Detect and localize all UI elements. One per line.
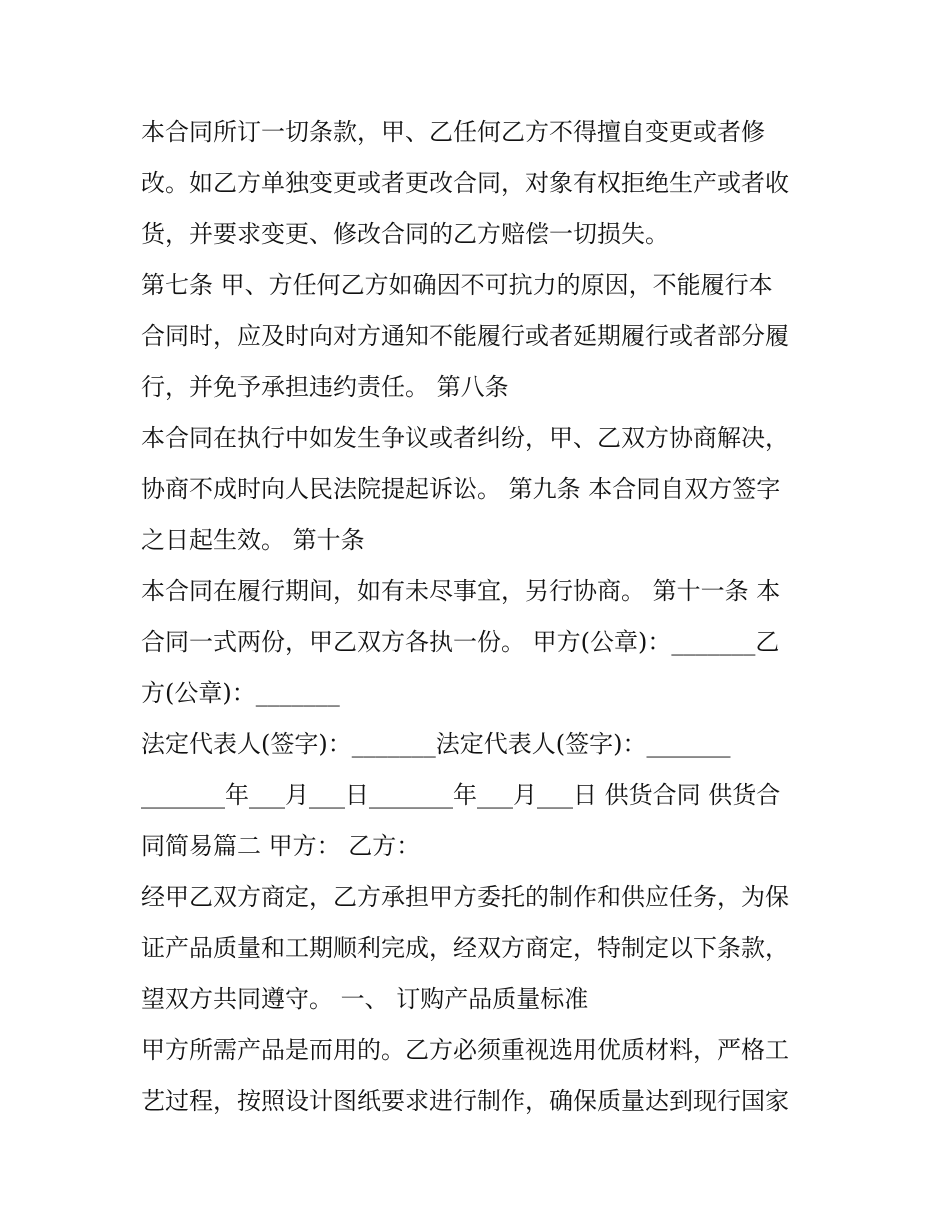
text-line: 证产品质量和工期顺利完成，经双方商定，特制定以下条款， [141, 934, 789, 962]
text-line: 艺过程，按照设计图纸要求进行制作，确保质量达到现行国家 [141, 1087, 789, 1115]
text-line: 望双方共同遵守。 一、 订购产品质量标准 [141, 985, 589, 1013]
text-line: 行，并免予承担违约责任。 第八条 [141, 373, 509, 401]
text-line: 货，并要求变更、修改合同的乙方赔偿一切损失。 [141, 220, 669, 248]
text-line: 之日起生效。 第十条 [141, 526, 365, 554]
text-line: 同简易篇二 甲方： 乙方： [141, 832, 421, 860]
text-line: 改。如乙方单独变更或者更改合同，对象有权拒绝生产或者收 [141, 169, 789, 197]
text-line: _______年___月___日_______年___月___日 供货合同 供货合 [141, 781, 781, 809]
text-line: 合同一式两份，甲乙双方各执一份。 甲方(公章)：_______乙 [141, 628, 780, 656]
text-line: 法定代表人(签字)：_______法定代表人(签字)：_______ [141, 730, 731, 758]
text-line: 协商不成时向人民法院提起诉讼。 第九条 本合同自双方签字 [141, 475, 781, 503]
text-line: 第七条 甲、方任何乙方如确因不可抗力的原因，不能履行本 [141, 271, 773, 299]
text-line: 本合同所订一切条款，甲、乙任何乙方不得擅自变更或者修 [141, 118, 765, 146]
document-body [141, 107, 821, 1127]
text-line: 方(公章)：_______ [141, 679, 340, 707]
text-line: 本合同在执行中如发生争议或者纠纷，甲、乙双方协商解决， [141, 424, 789, 452]
text-line: 经甲乙双方商定，乙方承担甲方委托的制作和供应任务，为保 [141, 883, 789, 911]
text-line: 本合同在履行期间，如有未尽事宜，另行协商。 第十一条 本 [141, 577, 781, 605]
text-line: 合同时，应及时向对方通知不能履行或者延期履行或者部分履 [141, 322, 789, 350]
text-line: 甲方所需产品是而用的。乙方必须重视选用优质材料，严格工 [141, 1036, 789, 1064]
